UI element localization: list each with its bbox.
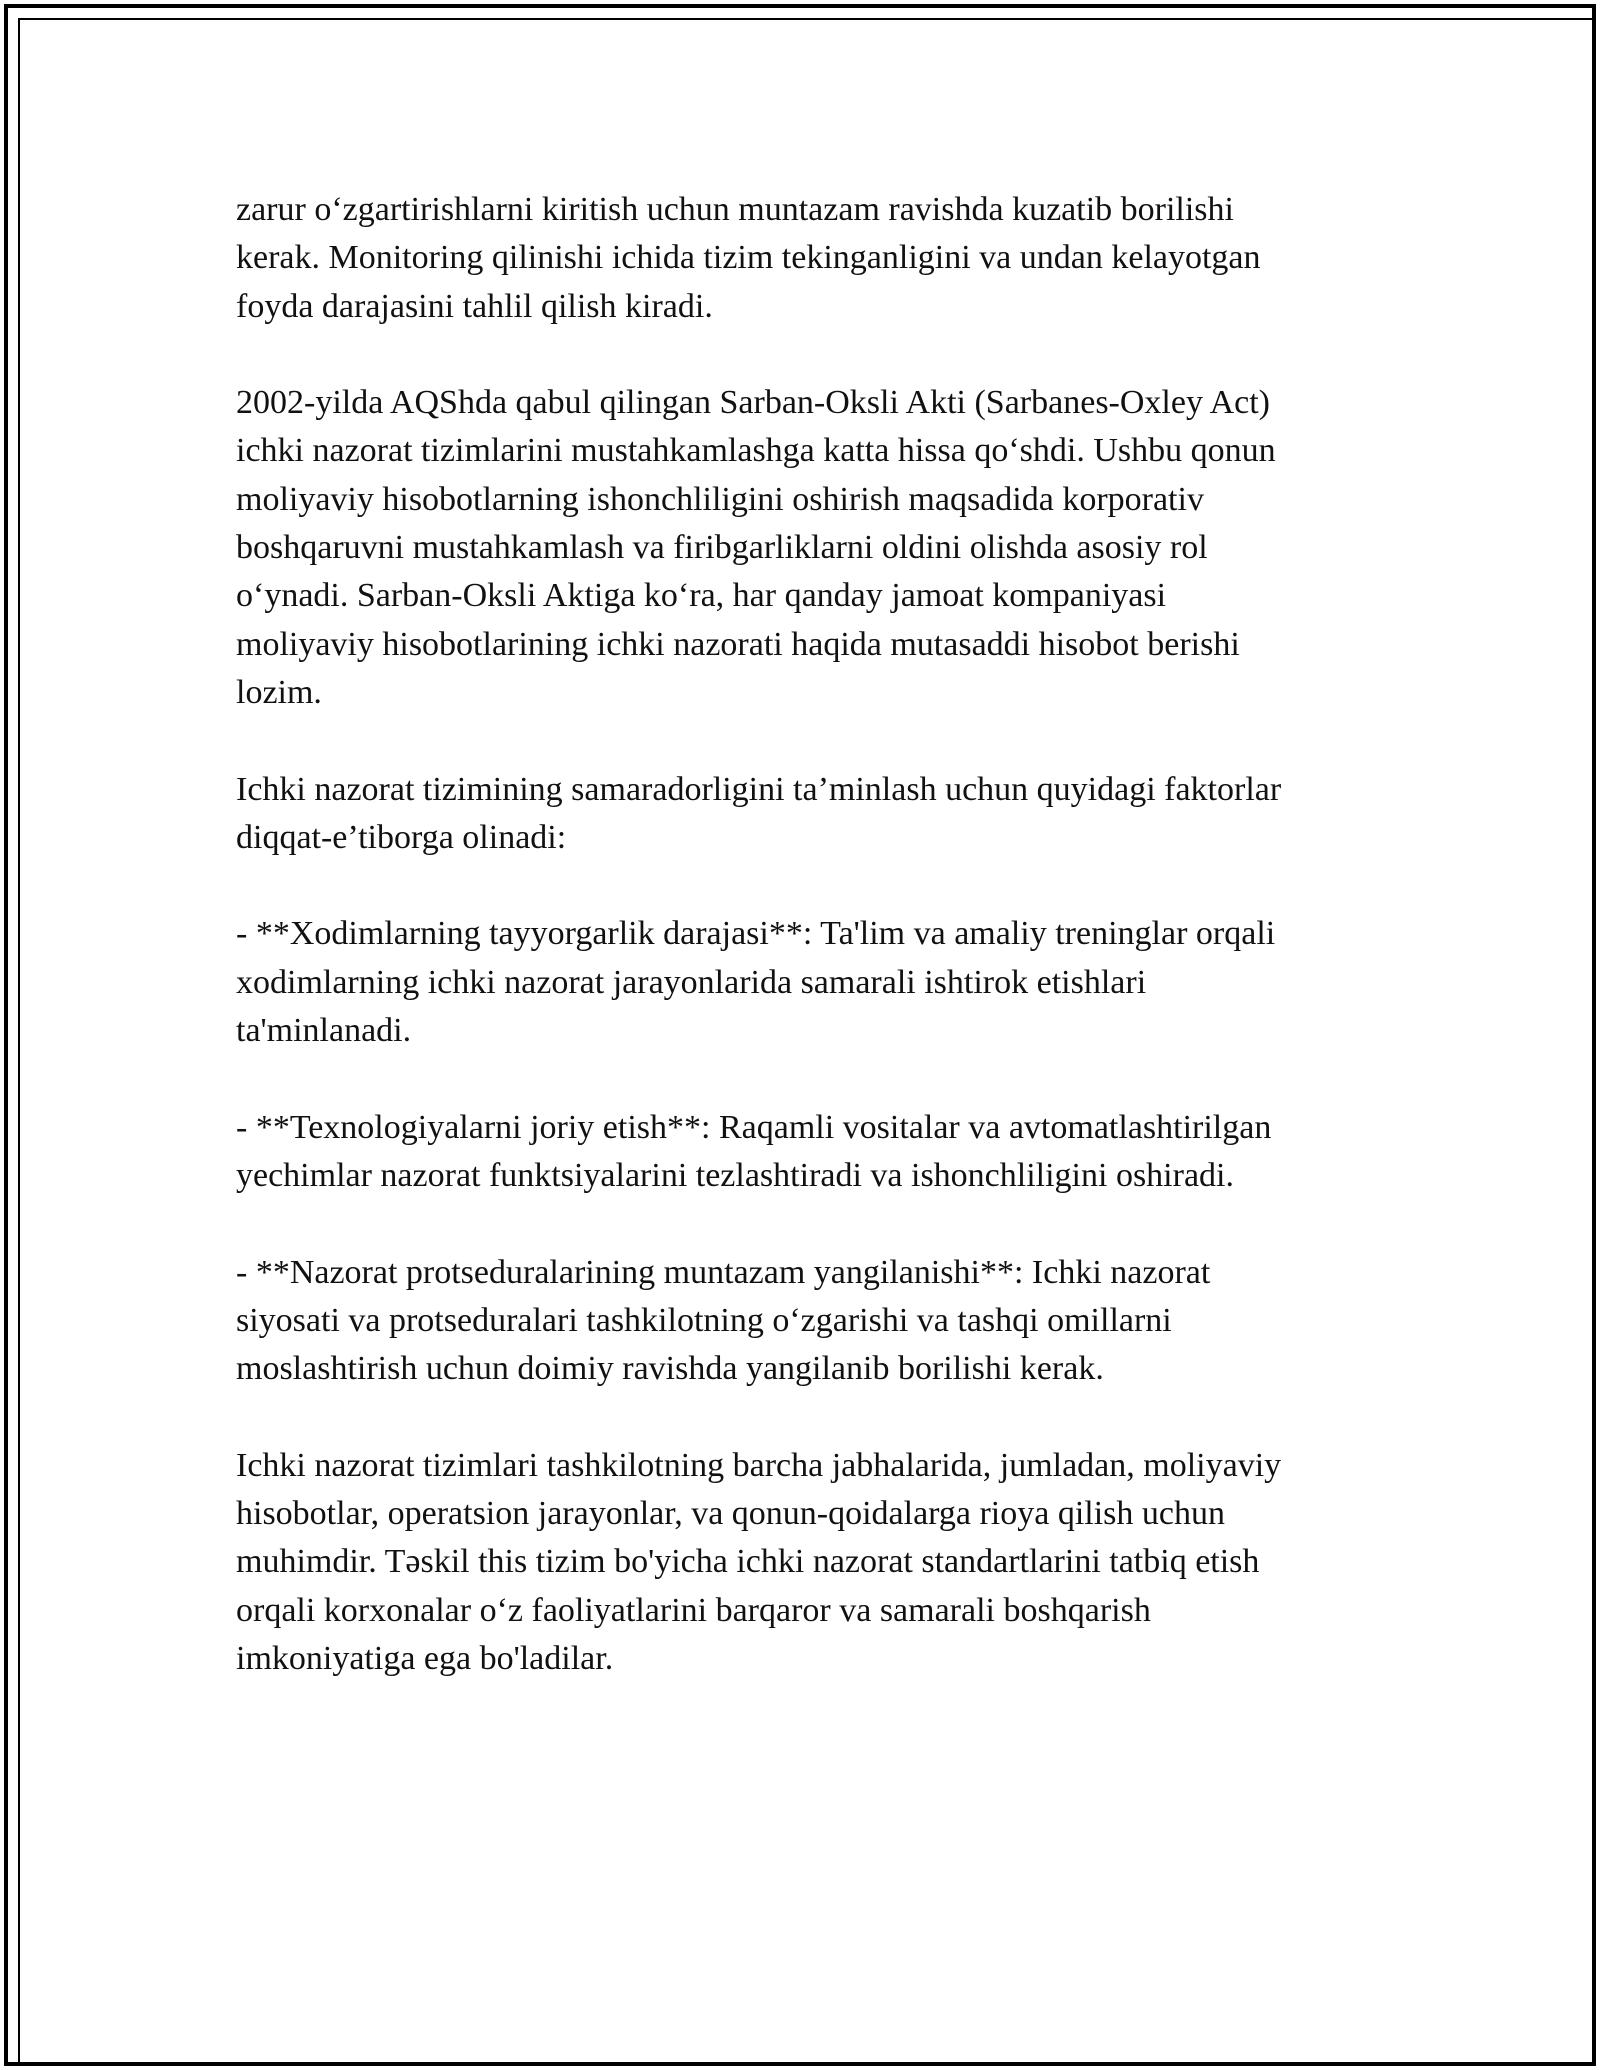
paragraph-monitoring: zarur o‘zgartirishlarni kiritish uchun muntazam ravishda kuzatib borilishi kerak. Monitoring qilinishi ichida tizim tekinganligini va undan kelayotgan foyda darajasini tahlil qilish kiradi. xyxy=(236,191,1261,325)
list-item-procedure-updates: - **Nazorat protseduralarining muntazam yangilanishi**: Ichki nazorat siyosati va protseduralari tashkilotning o‘zgarishi va tashqi omillarni moslashtirish uchun doimiy ravishda yangilanib borilishi kerak. xyxy=(236,1253,1211,1388)
list-item-technology: - **Texnologiyalarni joriy etish**: Raqamli vositalar va avtomatlashtirilgan yechimlar nazorat funktsiyalarini tezlashtiradi va ishonchliligini oshiradi. xyxy=(236,1108,1272,1194)
document-body xyxy=(236,186,1376,1683)
paragraph-conclusion: Ichki nazorat tizimlari tashkilotning barcha jabhalarida, jumladan, moliyaviy hisobotlar, operatsion jarayonlar, va qonun-qoidalarga rioya qilish uchun muhimdir. Təskil this tizim bo'yicha ichki nazorat standartlarini tatbiq etish orqali korxonalar o‘z faoliyatlarini barqaror va samarali boshqarish imkoniyatiga ega bo'ladilar. xyxy=(236,1446,1282,1677)
paragraph-factors-intro: Ichki nazorat tizimining samaradorligini ta’minlash uchun quyidagi faktorlar diqqat-e’tiborga olinadi: xyxy=(236,770,1282,856)
paragraph-sarbanes-oxley: 2002-yilda AQShda qabul qilingan Sarban-Oksli Akti (Sarbanes-Oxley Act) ichki nazorat tizimlarini mustahkamlashga katta hissa qo‘shdi. Ushbu qonun moliyaviy hisobotlarning ishonchliligini oshirish maqsadida korporativ boshqaruvni mustahkamlash va firibgarliklarni oldini olishda asosiy rol o‘ynadi. Sarban-Oksli Aktiga ko‘ra, har qanday jamoat kompaniyasi moliyaviy hisobotlarining ichki nazorati haqida mutasaddi hisobot berishi lozim. xyxy=(236,384,1276,711)
list-item-staff-training: - **Xodimlarning tayyorgarlik darajasi**: Ta'lim va amaliy treninglar orqali xodimlarning ichki nazorat jarayonlarida samarali ishtirok etishlari ta'minlanadi. xyxy=(236,915,1276,1050)
